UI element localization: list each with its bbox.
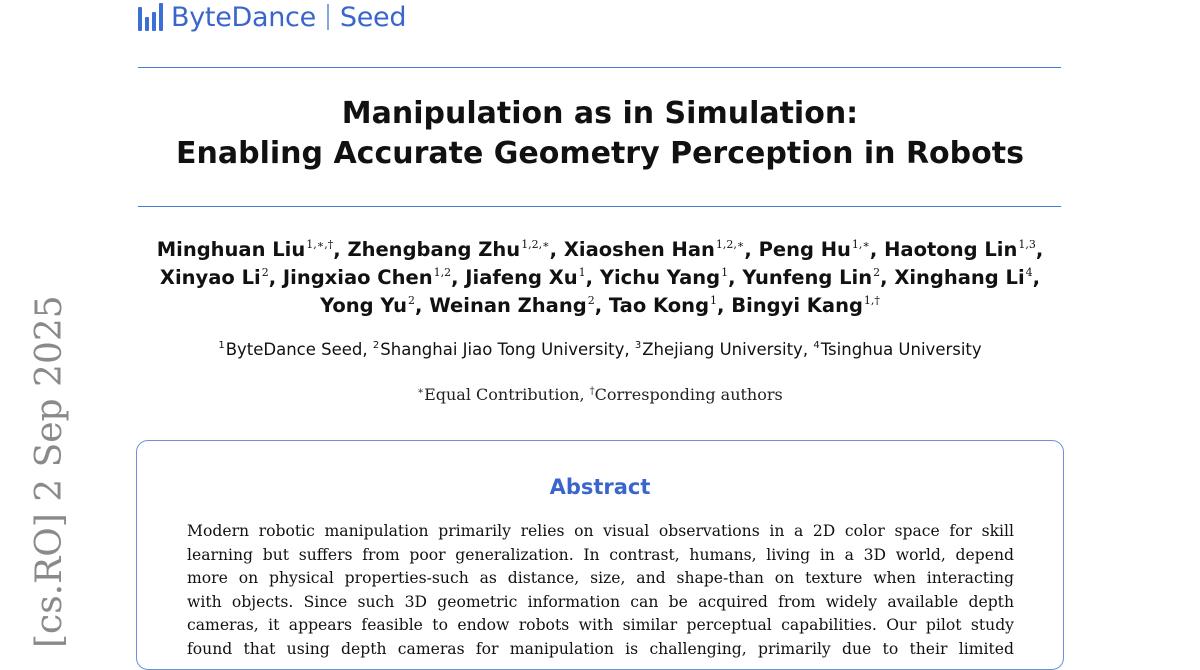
abstract-heading: Abstract [549,475,651,499]
abstract-line: found that using depth cameras for manipulation is challenging, primarily due to their limited [187,639,1014,658]
affiliation: $^4$Tsinghua University [813,340,982,359]
paper-title-line-2: Enabling Accurate Geometry Perception in Robots [176,136,1024,171]
paper-title-line-1: Manipulation as in Simulation: [341,96,859,131]
author: Xinyao Li$^2$ [159,266,269,289]
logo-brand: ByteDance [171,1,316,33]
contribution-note: ∗Equal Contribution, †Corresponding authors [417,385,783,404]
affiliation-list: $^1$ByteDance Seed, $^2$Shanghai Jiao Tong University, $^3$Zhejiang University, $^4$Tsinghua University [218,340,982,359]
bytedance-seed-logo [138,0,406,34]
bytedance-logo-icon [138,3,163,31]
author: Xiaoshen Han$^{1,2,∗}$ [563,238,745,261]
logo-product: Seed [339,1,407,33]
author: Zhengbang Zhu$^{1,2,∗}$ [347,238,550,261]
abstract-line: Modern robotic manipulation primarily relies on visual observations in a 2D color space for skill [187,522,1014,540]
abstract-text [187,520,1014,661]
abstract-box [136,440,1064,670]
author: Peng $Hu^{1,∗}$ [758,238,870,261]
affiliation: $^1$ByteDance Seed [218,340,363,359]
author: Yong Yu$^2$ [320,294,416,317]
affiliation: $^3$Zhejiang University [634,340,803,359]
author: Jiafeng Xu$^1$ [465,266,586,289]
author: Bingyi Kang$^{1,\dagger}$ [731,294,880,317]
author: Haotong Lin$^{1,3}$ [884,238,1036,261]
author-list: Minghuan Liu$^{1,∗,\dagger}$, Zhengbang Zhu$^{1,2,∗}$, Xiaoshen Han$^{1,2,∗}$, Peng $Hu^{1,∗}$, Haotong Lin$^{1,3}$, Xinyao Li$^2$, Jingxiao Chen$^{1,2}$, Jiafeng Xu$^1$, Yichu Yang$^1$, Yunfeng Lin$^2$, Xinghang Li$^4$, Yong Yu$^2$, Weinan Zhang$^2$, Tao Kong$^1$, Bingyi Kang$^{1,\dagger}$ [156,238,1044,317]
author: Xinghang Li$^4$ [894,266,1033,289]
abstract-line: more on physical properties-such as distance, size, and shape-than on texture when interacting [187,569,1014,587]
logo-separator [327,4,329,30]
author: Tao Kong$^1$ [608,294,718,317]
author: Minghuan Liu$^{1,∗,\dagger}$ [156,238,334,261]
author: Weinan Zhang$^2$ [429,294,595,317]
abstract-line: with objects. Since such 3D geometric information can be acquired from widely available depth [187,592,1014,611]
arxiv-stamp: [cs.RO] 2 Sep 2025 [29,295,70,648]
top-rule [138,67,1061,68]
abstract-line: cameras, it appears feasible to endow robots with similar perceptual capabilities. Our pilot study [187,616,1014,634]
author: Yichu Yang$^1$ [599,266,729,289]
author: Yunfeng Lin$^2$ [742,266,881,289]
title-bottom-rule [138,206,1061,207]
author: Jingxiao Chen$^{1,2}$ [282,266,452,289]
affiliation: $^2$Shanghai Jiao Tong University [372,340,625,359]
abstract-line: learning but suffers from poor generalization. In contrast, humans, living in a 3D world, depend [187,545,1014,564]
